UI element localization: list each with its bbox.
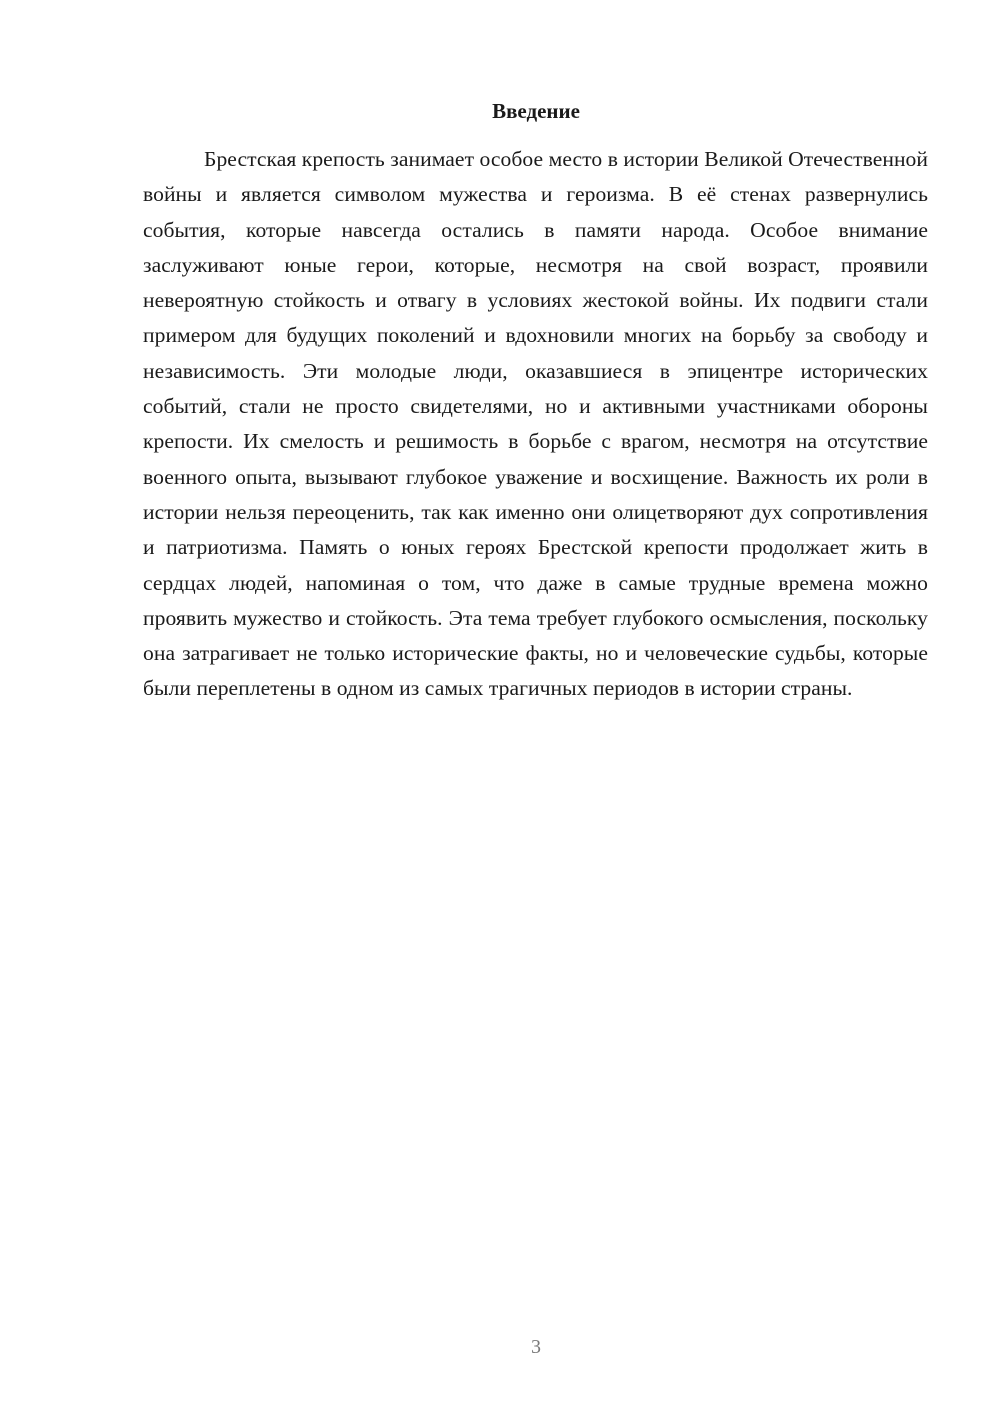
page-number: 3 bbox=[531, 1336, 541, 1358]
section-heading: Введение bbox=[492, 99, 580, 123]
intro-paragraph: Брестская крепость занимает особое место в истории Великой Отечественной войны и является символом мужества и героизма. В её стенах развернулись события, которые навсегда остались в памяти народа. Особое внимание заслуживают юные герои, которые, несмотря на свой возраст, проявили невероятную стойкость и отвагу в условиях жестокой войны. Их подвиги стали примером для будущих поколений и вдохновили многих на борьбу за свободу и независимость. Эти молодые люди, оказавшиеся в эпицентре исторических событий, стали не просто свидетелями, но и активными участниками обороны крепости. Их смелость и решимость в борьбе с врагом, несмотря на отсутствие военного опыта, вызывают глубокое уважение и восхищение. Важность их роли в истории нельзя переоценить, так как именно они олицетворяют дух сопротивления и патриотизма. Память о юных героях Брестской крепости продолжает жить в сердцах людей, напоминая о том, что даже в самые трудные времена можно проявить мужество и стойкость. Эта тема требует глубокого осмысления, поскольку она затрагивает не только исторические факты, но и человеческие судьбы, которые были переплетены в одном из самых трагичных периодов в истории страны. bbox=[143, 147, 928, 701]
